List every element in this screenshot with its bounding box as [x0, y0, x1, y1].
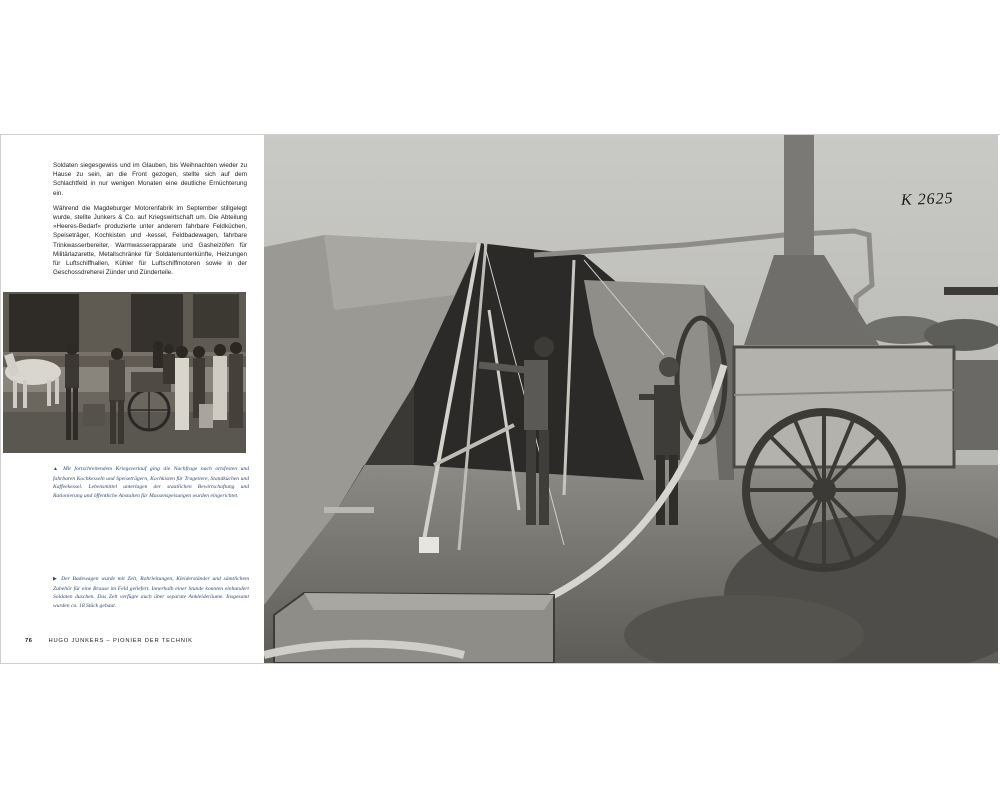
body-paragraph-1: Soldaten siegesgewiss und im Glauben, bis Weihnachten wieder zu Hause zu sein, an die Front gezogen, stellte sich auf dem Schlachtfeld in nur wenigen Monaten eine deutliche Ernüchterung ein.	[53, 162, 247, 197]
caption-arrow-icon: ▲	[53, 467, 61, 472]
caption-field-kitchen	[53, 465, 249, 500]
book-spread	[0, 134, 1000, 664]
field-kitchen-photo-image	[3, 292, 246, 453]
caption-2-text: Der Badewagen wurde mit Zelt, Rohrleitungen, Kleiderständer und sämtlichem Zubehör für eine Brause im Feld geliefert. Innerhalb einer Stunde konnten einhundert Soldaten duschen. Das Zelt verfügte auch über separate Ankleideräume. Insgesamt wurden ca. 18 Stück gebaut.	[53, 576, 249, 609]
bath-wagon-photo	[264, 135, 998, 663]
running-head: HUGO JUNKERS – PIONIER DER TECHNIK	[48, 638, 193, 644]
page-number: 76	[25, 638, 33, 644]
body-paragraph-2: Während die Magdeburger Motorenfabrik im September stillgelegt wurde, stellte Junkers & Co. auf Kriegswirtschaft um. Die Abteilung »Heeres-Bedarf« produzierte unter anderem fahrbare Feldküchen, Speiseträger, Kochkisten und -kessel, Feldbadewagen, fahrbare Trinkwasserbereiter, Warmwasserapparate und Gasheizöfen für Militärlazarette, Metallschränke für Soldatenunterkünfte, Heizungen für Luftschiffhallen, Kühler für Luftschiffmotoren sowie in der Geschossdreherei Zünder und Zünderteile.	[53, 204, 247, 277]
bath-wagon-photo-image	[264, 135, 998, 663]
caption-arrow-right-icon: ▶	[53, 577, 59, 582]
field-kitchen-photo	[3, 292, 246, 453]
caption-1-text: Mit fortschreitendem Kriegsverlauf ging die Nachfrage nach ortsfesten und fahrbaren Kochkesseln und Speiseträgern, Kochkisten für Tragetiere, Standküchen und Kaffeekessel. Lebensmittel unterlagen der staatlichen Bewirtschaftung und Rationierung und öffentliche Anstalten für Massenspeisungen wurden eingerichtet.	[53, 466, 250, 499]
left-page	[0, 135, 264, 663]
body-text	[53, 161, 247, 283]
negative-number: K 2625	[901, 190, 955, 209]
folio	[25, 638, 193, 644]
caption-bath-wagon	[53, 575, 249, 610]
